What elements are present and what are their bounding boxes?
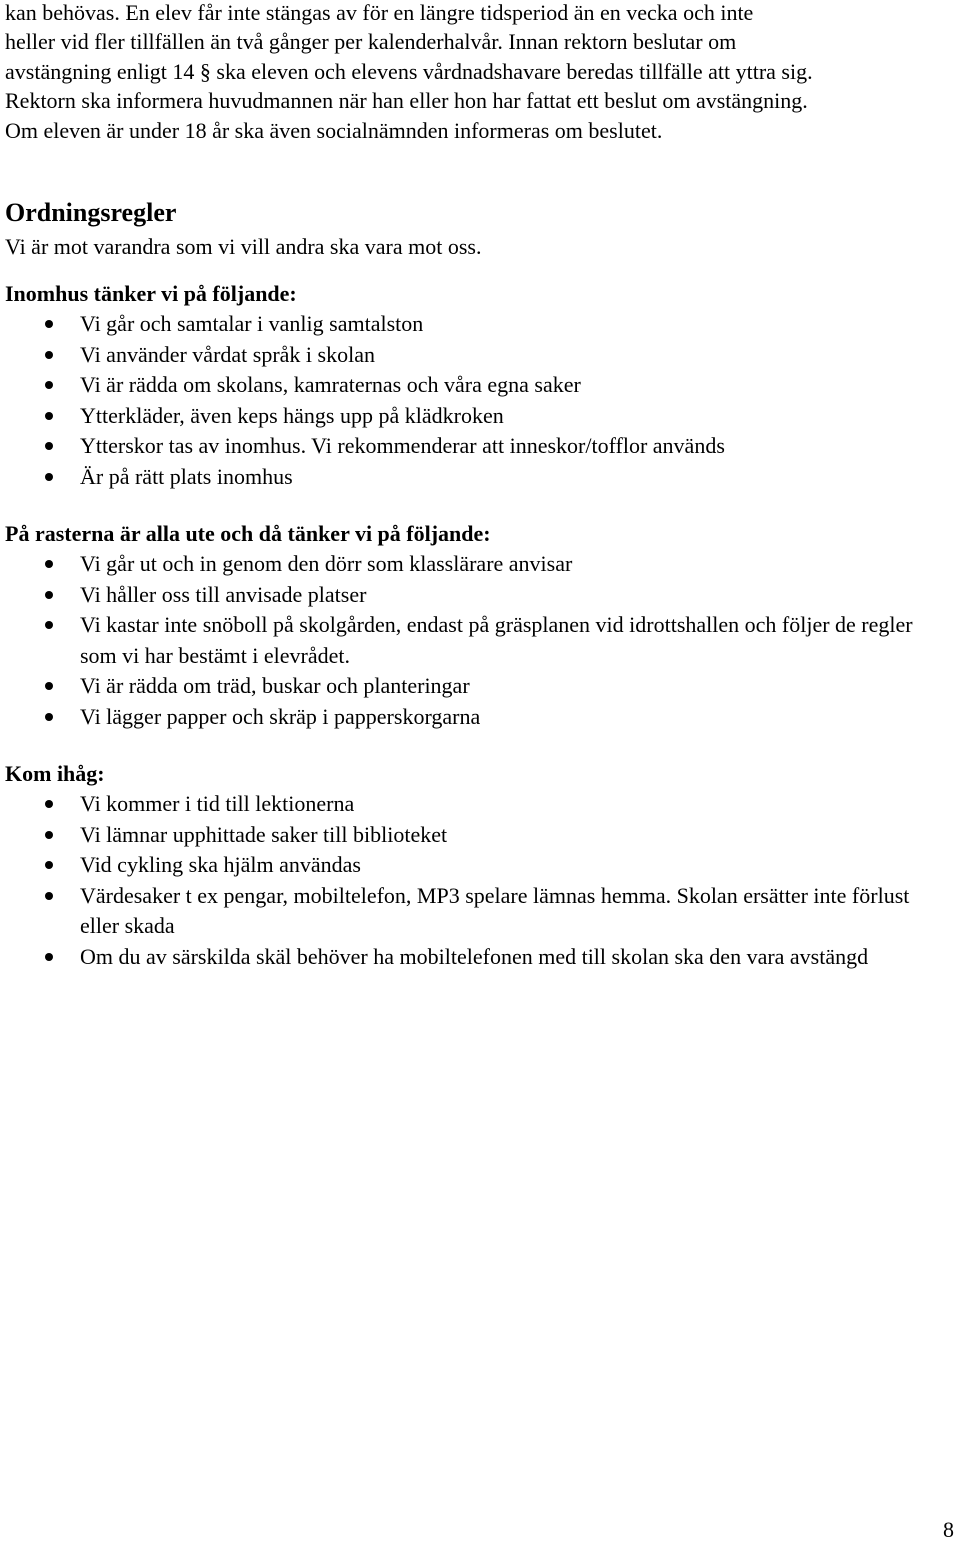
bullet-icon bbox=[45, 682, 53, 690]
document-page bbox=[5, 0, 955, 972]
list-item bbox=[5, 610, 955, 671]
list-item bbox=[5, 549, 955, 580]
list-item bbox=[5, 462, 955, 493]
bullet-icon bbox=[45, 591, 53, 599]
list-item bbox=[5, 401, 955, 432]
intro-line: Rektorn ska informera huvudmannen när han eller hon har fattat ett beslut om avstängning. bbox=[5, 88, 808, 114]
list-item-text: Vid cykling ska hjälm användas bbox=[80, 852, 361, 878]
list-item-text: Vi kommer i tid till lektionerna bbox=[80, 791, 355, 817]
bullet-icon bbox=[45, 381, 53, 389]
intro-line: heller vid fler tillfällen än två gånger per kalenderhalvår. Innan rektorn beslutar om bbox=[5, 29, 737, 55]
bullet-icon bbox=[45, 861, 53, 869]
list-item-text: Vi kastar inte snöboll på skolgården, endast på gräsplanen vid idrottshallen och följer de regler som vi har bestämt i elevrådet. bbox=[80, 612, 913, 668]
list-item-text: Vi använder vårdat språk i skolan bbox=[80, 341, 375, 367]
bullet-icon bbox=[45, 412, 53, 420]
list-item bbox=[5, 881, 955, 942]
bullet-icon bbox=[45, 442, 53, 450]
rasterna-heading: På rasterna är alla ute och då tänker vi på följande: bbox=[5, 521, 491, 547]
list-item bbox=[5, 671, 955, 702]
list-item bbox=[5, 702, 955, 733]
inomhus-list bbox=[5, 309, 955, 492]
intro-paragraph bbox=[5, 0, 955, 145]
page-number: 8 bbox=[943, 1517, 954, 1542]
list-item-text: Om du av särskilda skäl behöver ha mobiltelefonen med till skolan ska den vara avstängd bbox=[80, 943, 869, 969]
bullet-icon bbox=[45, 953, 53, 961]
list-item-text: Vi håller oss till anvisade platser bbox=[80, 581, 367, 607]
rasterna-list bbox=[5, 549, 955, 732]
list-item bbox=[5, 942, 955, 973]
bullet-icon bbox=[45, 800, 53, 808]
list-item bbox=[5, 850, 955, 881]
intro-line: Om eleven är under 18 år ska även socialnämnden informeras om beslutet. bbox=[5, 117, 663, 143]
list-item bbox=[5, 431, 955, 462]
list-item-text: Ytterkläder, även keps hängs upp på klädkroken bbox=[80, 402, 504, 428]
bullet-icon bbox=[45, 892, 53, 900]
ordningsregler-intro: Vi är mot varandra som vi vill andra ska vara mot oss. bbox=[5, 234, 482, 260]
list-item-text: Är på rätt plats inomhus bbox=[80, 463, 293, 489]
intro-line: kan behövas. En elev får inte stängas av för en längre tidsperiod än en vecka och inte bbox=[5, 0, 754, 25]
list-item-text: Vi lämnar upphittade saker till biblioteket bbox=[80, 821, 448, 847]
list-item bbox=[5, 820, 955, 851]
ordningsregler-heading: Ordningsregler bbox=[5, 198, 177, 228]
list-item-text: Vi lägger papper och skräp i papperskorgarna bbox=[80, 703, 481, 729]
bullet-icon bbox=[45, 351, 53, 359]
list-item-text: Vi är rädda om träd, buskar och planteringar bbox=[80, 673, 470, 699]
bullet-icon bbox=[45, 621, 53, 629]
list-item-text: Vi går ut och in genom den dörr som klasslärare anvisar bbox=[80, 551, 573, 577]
bullet-icon bbox=[45, 831, 53, 839]
list-item-text: Vi är rädda om skolans, kamraternas och våra egna saker bbox=[80, 372, 581, 398]
kom-ihag-heading: Kom ihåg: bbox=[5, 761, 105, 787]
list-item-text: Värdesaker t ex pengar, mobiltelefon, MP3 spelare lämnas hemma. Skolan ersätter inte förlust eller skada bbox=[80, 882, 910, 939]
list-item bbox=[5, 340, 955, 371]
list-item bbox=[5, 309, 955, 340]
intro-line: avstängning enligt 14 § ska eleven och elevens vårdnadshavare beredas tillfälle att yttra sig. bbox=[5, 58, 813, 84]
bullet-icon bbox=[45, 473, 53, 481]
bullet-icon bbox=[45, 320, 53, 328]
kom-ihag-list bbox=[5, 789, 955, 972]
bullet-icon bbox=[45, 560, 53, 568]
bullet-icon bbox=[45, 713, 53, 721]
list-item-text: Ytterskor tas av inomhus. Vi rekommenderar att inneskor/tofflor används bbox=[80, 433, 725, 459]
inomhus-heading: Inomhus tänker vi på följande: bbox=[5, 281, 297, 307]
list-item bbox=[5, 370, 955, 401]
list-item bbox=[5, 789, 955, 820]
list-item-text: Vi går och samtalar i vanlig samtalston bbox=[80, 311, 424, 337]
list-item bbox=[5, 580, 955, 611]
